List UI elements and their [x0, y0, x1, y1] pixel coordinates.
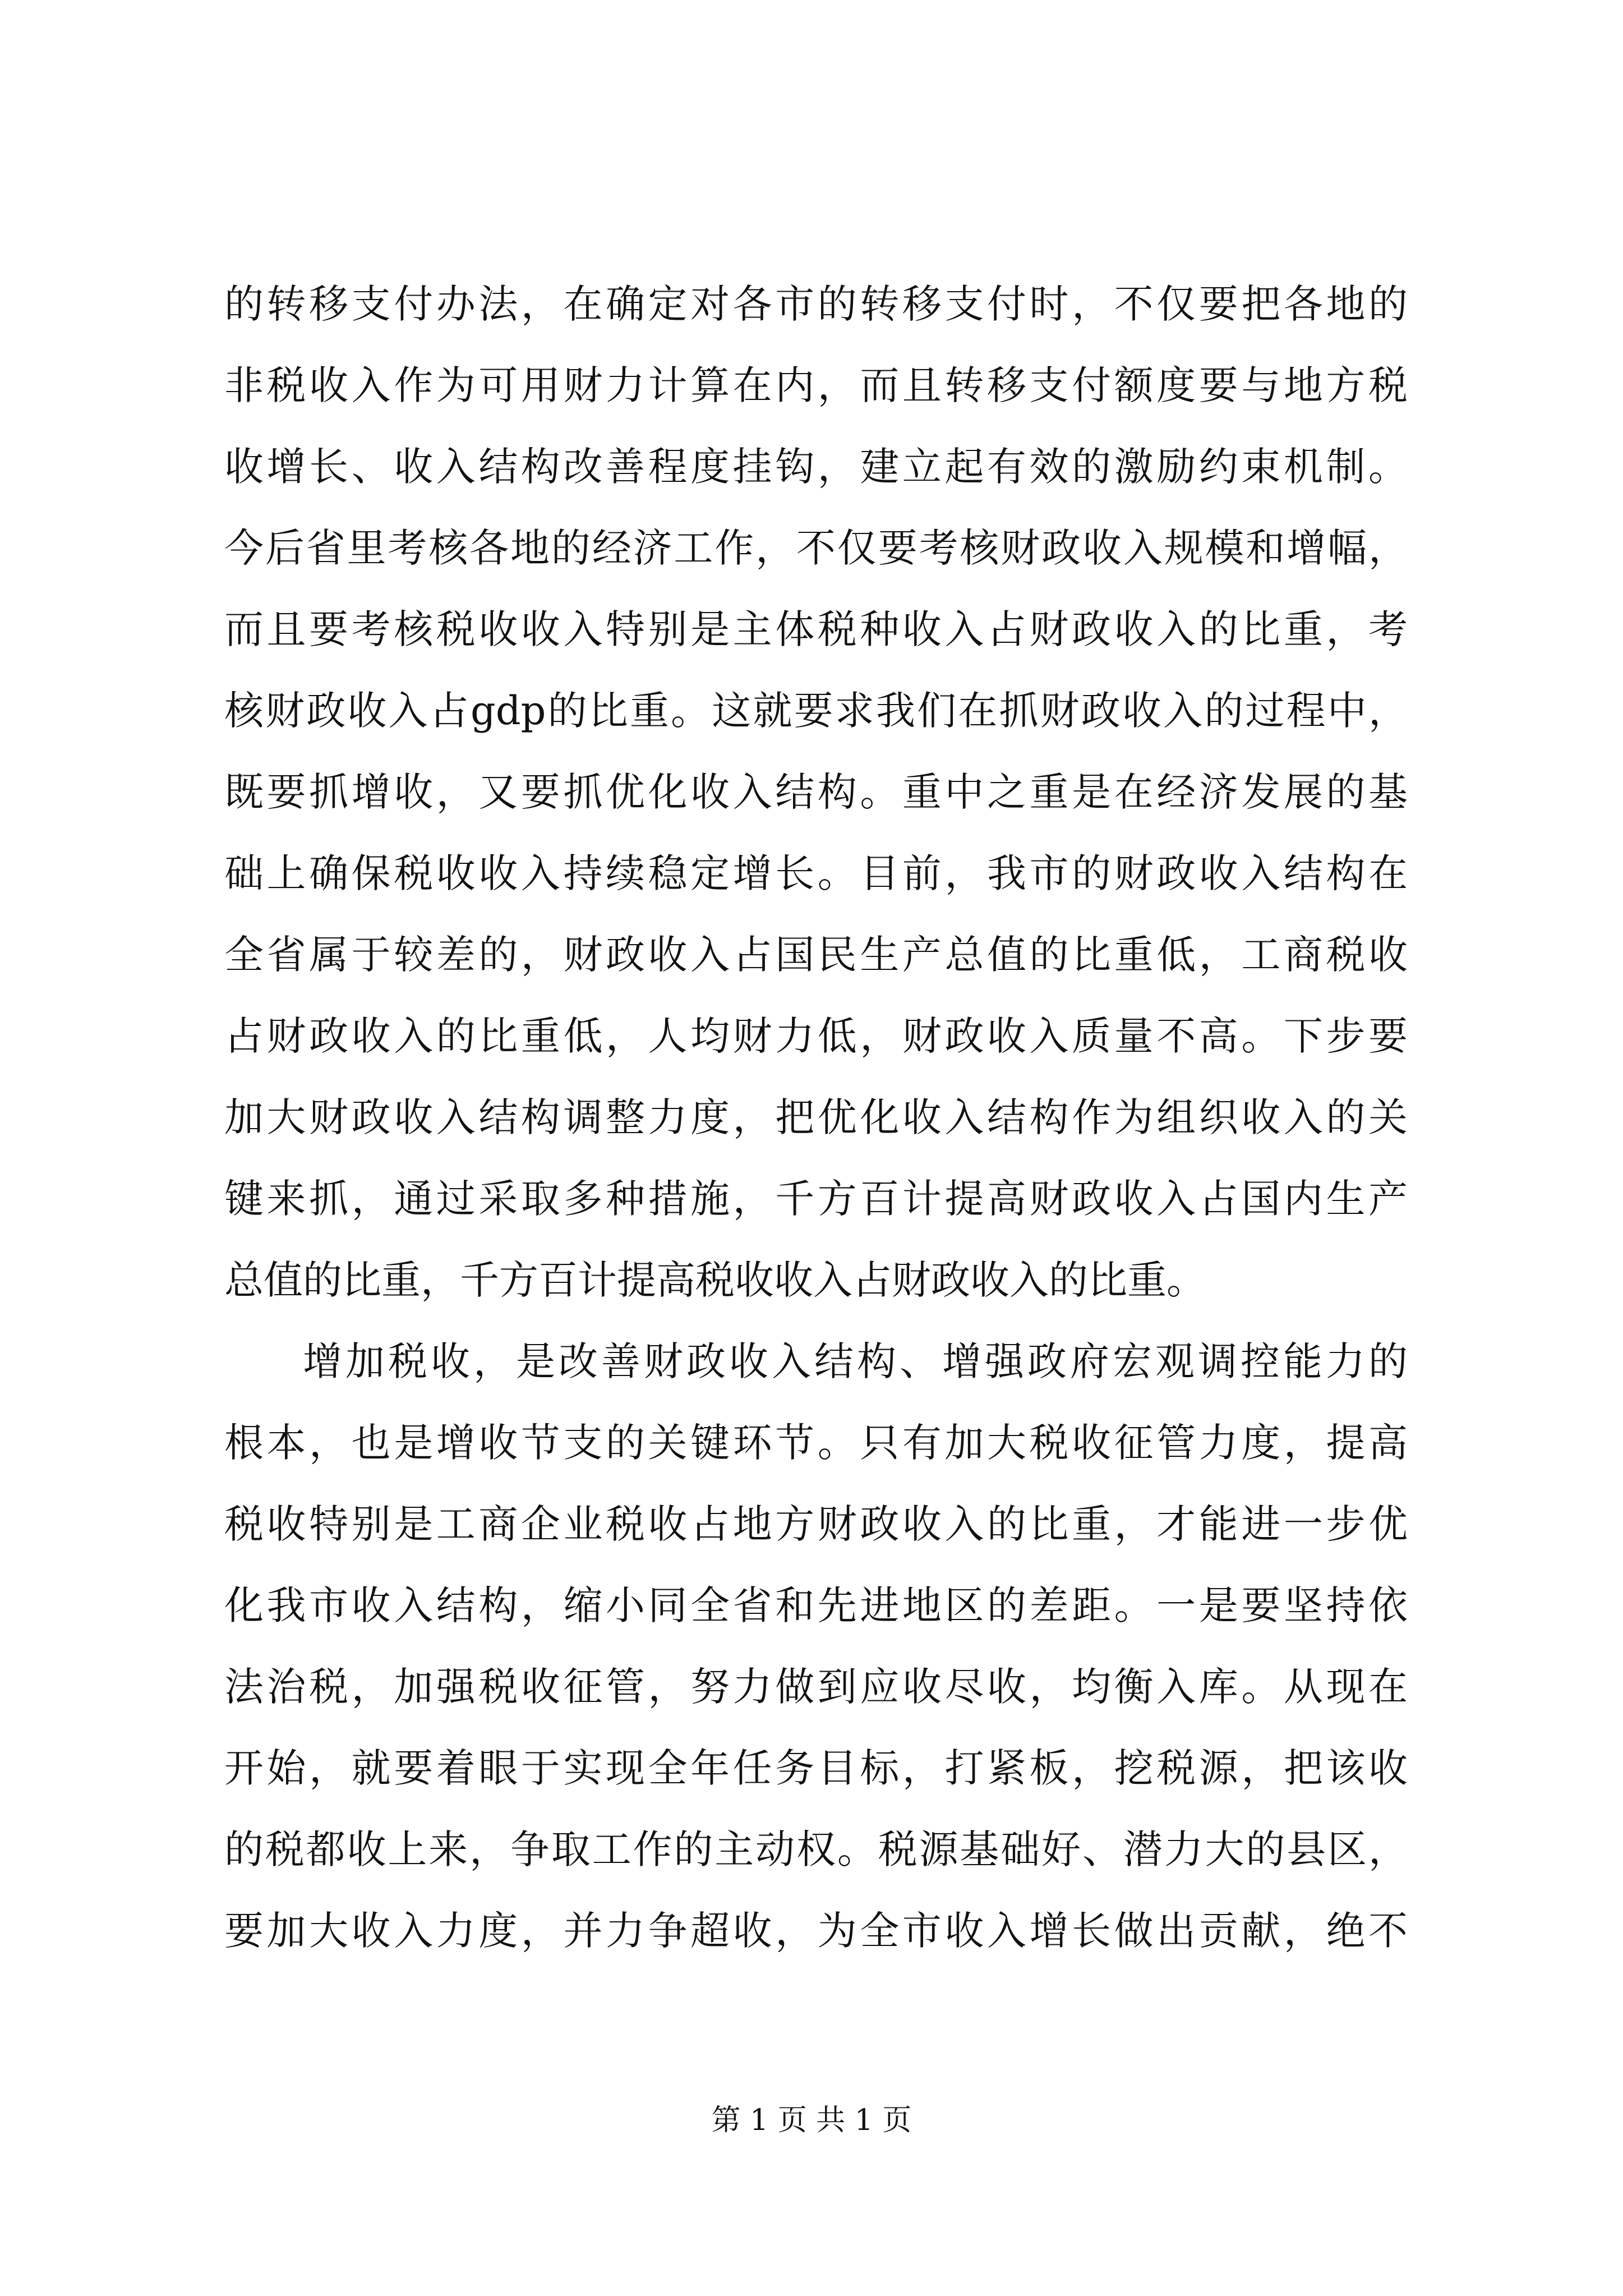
text-line-20: 的税都收上来，争取工作的主动权。税源基础好、潜力大的县区， — [224, 1826, 1408, 1872]
text-line-9: 全省属于较差的，财政收入占国民生产总值的比重低，工商税收 — [224, 932, 1408, 978]
text-line-7: 既要抓增收，又要抓优化收入结构。重中之重是在经济发展的基 — [224, 769, 1408, 815]
text-line-13: 总值的比重，千方百计提高税收收入占财政收入的比重。 — [224, 1257, 1206, 1303]
text-line-4: 今后省里考核各地的经济工作，不仅要考核财政收入规模和增幅， — [224, 525, 1408, 571]
text-line-6: 核财政收入占gdp的比重。这就要求我们在抓财政收入的过程中， — [224, 688, 1408, 734]
text-line-19: 开始，就要着眼于实现全年任务目标，打紧板，挖税源，把该收 — [224, 1745, 1408, 1791]
text-line-18: 法治税，加强税收征管，努力做到应收尽收，均衡入库。从现在 — [224, 1664, 1408, 1710]
text-line-21: 要加大收入力度，并力争超收，为全市收入增长做出贡献，绝不 — [224, 1908, 1408, 1954]
text-line-15: 根本，也是增收节支的关键环节。只有加大税收征管力度，提高 — [224, 1420, 1408, 1466]
text-line-17: 化我市收入结构，缩小同全省和先进地区的差距。一是要坚持依 — [224, 1582, 1408, 1628]
text-line-14: 增加税收，是改善财政收入结构、增强政府宏观调控能力的 — [303, 1338, 1408, 1384]
text-line-1: 的转移支付办法，在确定对各市的转移支付时，不仅要把各地的 — [224, 281, 1408, 327]
text-line-8: 础上确保税收收入持续稳定增长。目前，我市的财政收入结构在 — [224, 850, 1408, 896]
text-line-10: 占财政收入的比重低，人均财力低，财政收入质量不高。下步要 — [224, 1013, 1408, 1059]
text-line-2: 非税收入作为可用财力计算在内，而且转移支付额度要与地方税 — [224, 362, 1408, 408]
document-body — [224, 264, 1408, 1972]
text-line-12: 键来抓，通过采取多种措施，千方百计提高财政收入占国内生产 — [224, 1176, 1408, 1222]
text-line-5: 而且要考核税收收入特别是主体税种收入占财政收入的比重，考 — [224, 606, 1408, 652]
text-line-11: 加大财政收入结构调整力度，把优化收入结构作为组织收入的关 — [224, 1094, 1408, 1140]
text-line-16: 税收特别是工商企业税收占地方财政收入的比重，才能进一步优 — [224, 1501, 1408, 1547]
text-line-3: 收增长、收入结构改善程度挂钩，建立起有效的激励约束机制。 — [224, 444, 1408, 490]
page-number-footer: 第 1 页 共 1 页 — [711, 2104, 912, 2137]
